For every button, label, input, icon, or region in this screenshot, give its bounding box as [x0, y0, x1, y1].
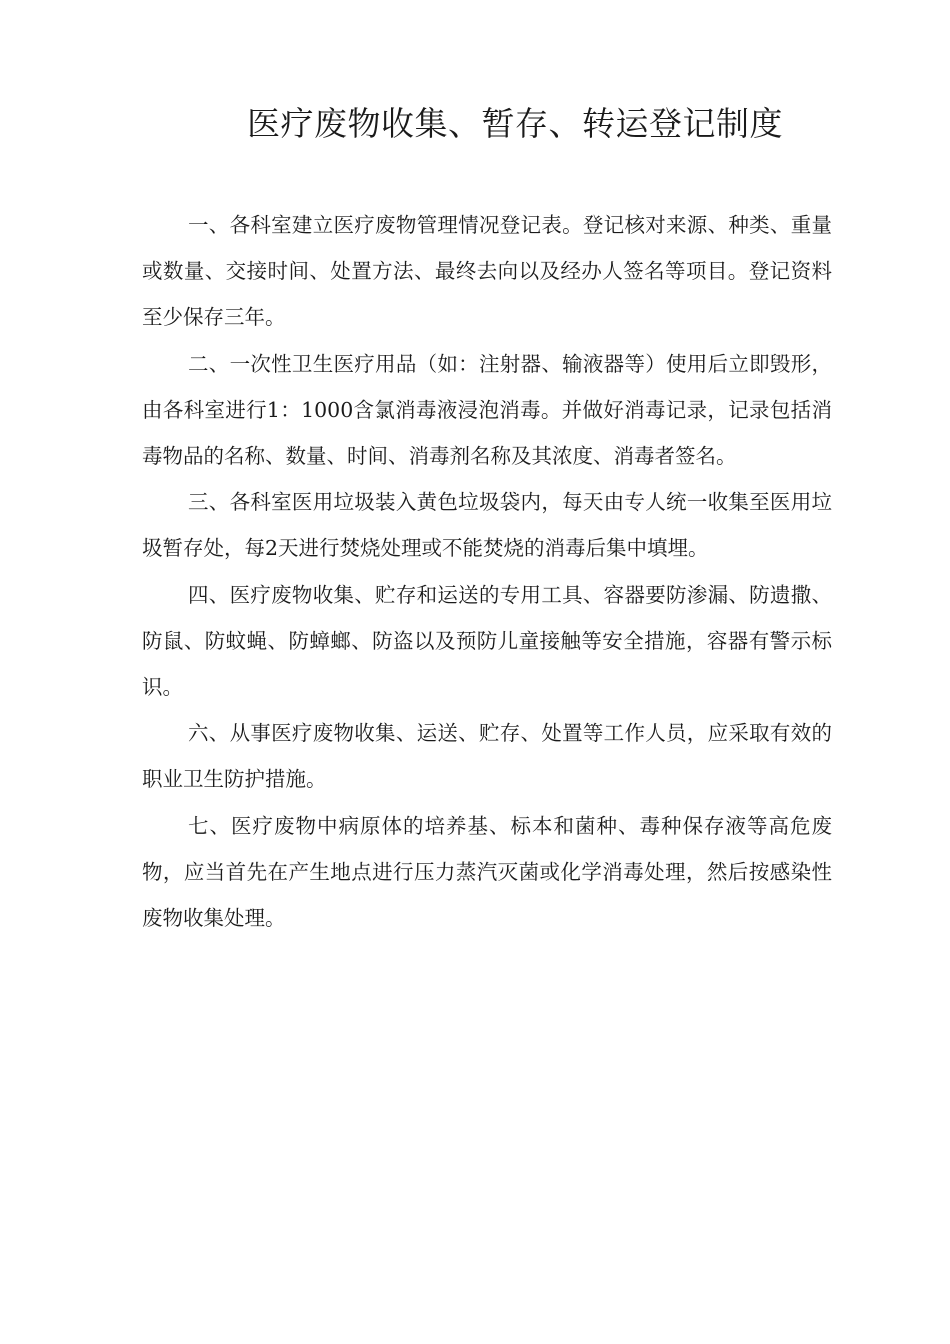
- paragraph-3: 三、各科室医用垃圾装入黄色垃圾袋内，每天由专人统一收集至医用垃圾暂存处，每2天进行焚烧处理或不能焚烧的消毒后集中填埋。: [142, 490, 832, 561]
- paragraph-2: 二、一次性卫生医疗用品（如：注射器、输液器等）使用后立即毁形，由各科室进行1：1000含氯消毒液浸泡消毒。并做好消毒记录，记录包括消毒物品的名称、数量、时间、消毒剂名称及其浓度、消毒者签名。: [142, 351, 832, 469]
- paragraph-6: 六、从事医疗废物收集、运送、贮存、处置等工作人员，应采取有效的职业卫生防护措施。: [142, 721, 832, 792]
- document-title: 医疗废物收集、暂存、转运登记制度: [247, 104, 783, 143]
- document-body: [142, 202, 832, 941]
- paragraph-1: 一、各科室建立医疗废物管理情况登记表。登记核对来源、种类、重量或数量、交接时间、处置方法、最终去向以及经办人签名等项目。登记资料至少保存三年。: [142, 213, 832, 330]
- paragraph-4: 四、医疗废物收集、贮存和运送的专用工具、容器要防渗漏、防遗撒、防鼠、防蚊蝇、防蟑螂、防盗以及预防儿童接触等安全措施，容器有警示标识。: [142, 582, 832, 700]
- paragraph-7: 七、医疗废物中病原体的培养基、标本和菌种、毒种保存液等高危废物，应当首先在产生地点进行压力蒸汽灭菌或化学消毒处理，然后按感染性废物收集处理。: [142, 813, 832, 931]
